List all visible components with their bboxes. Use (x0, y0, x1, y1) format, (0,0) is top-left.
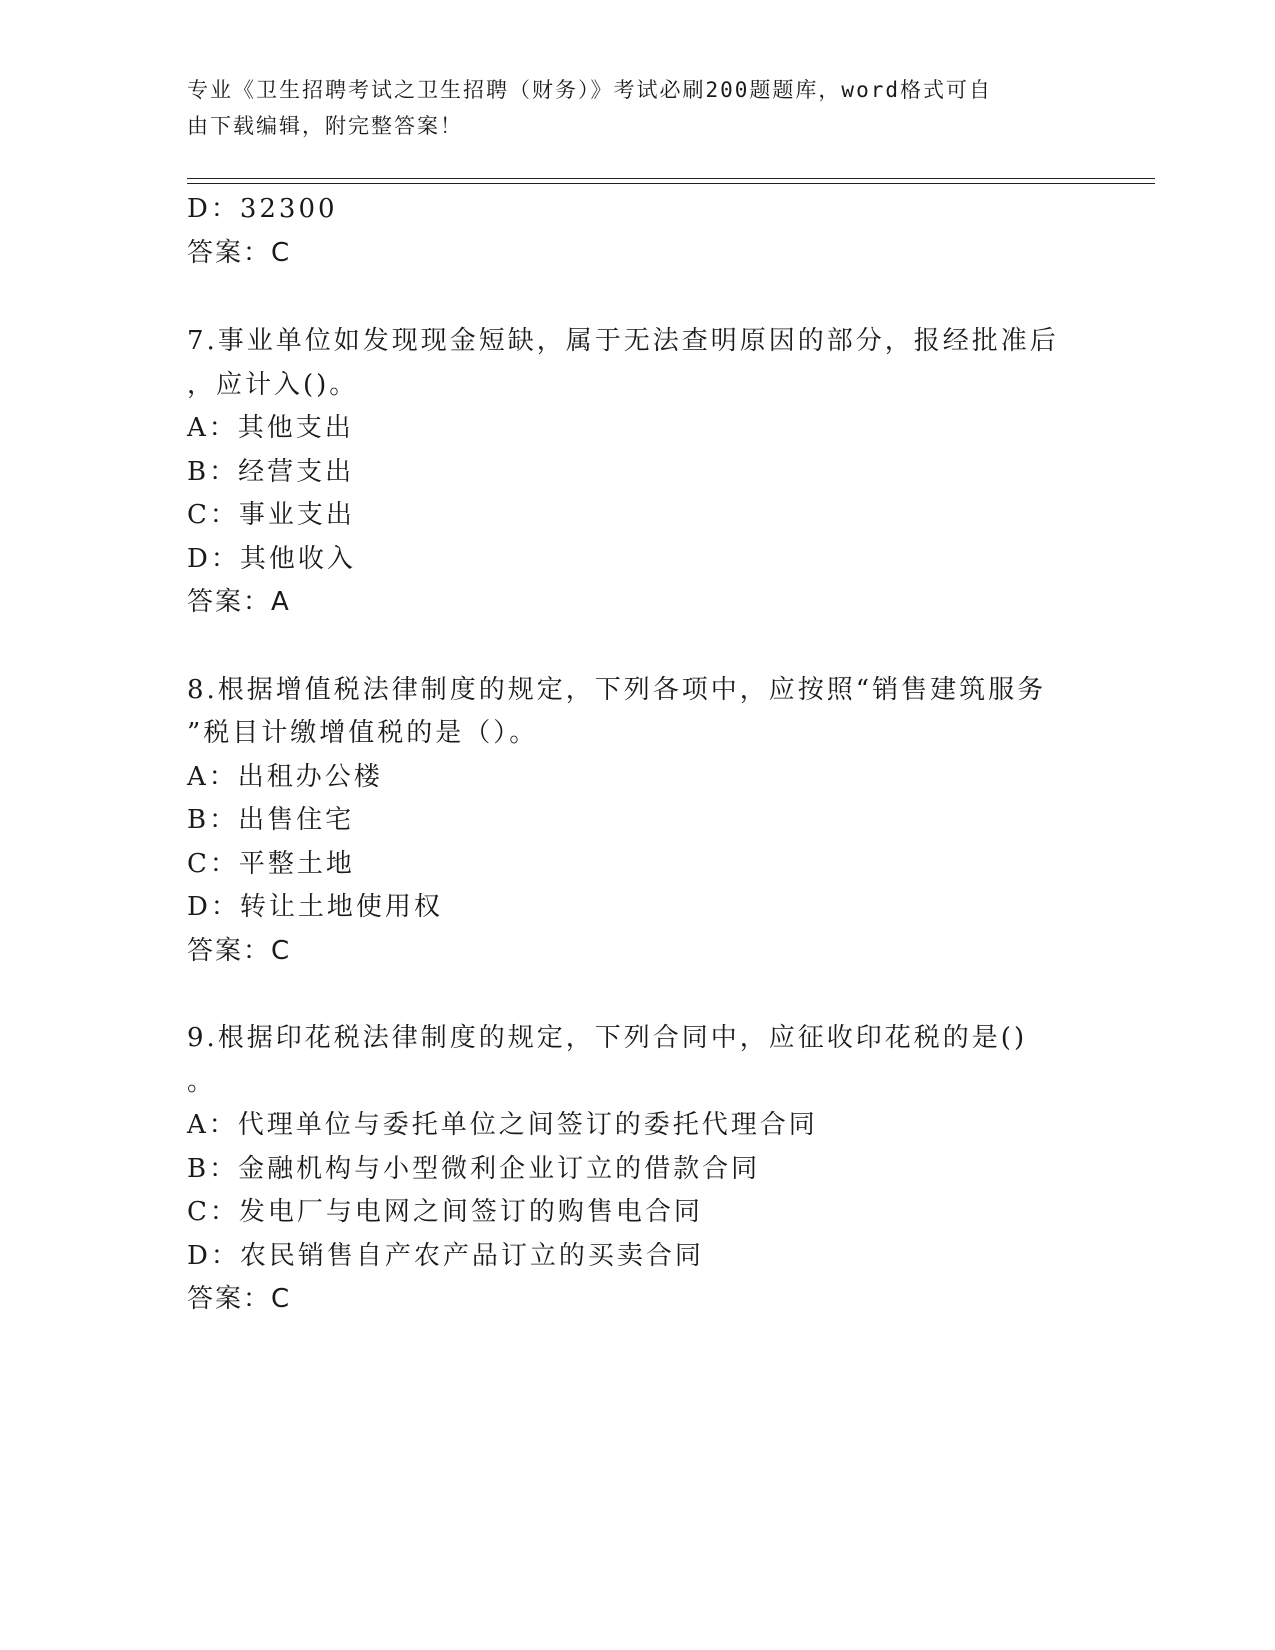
q9-stem-line-1: 9.根据印花税法律制度的规定，下列合同中，应征收印花税的是() (187, 1023, 1028, 1053)
q9-option-c: C：发电厂与电网之间签订的购售电合同 (187, 1197, 703, 1227)
document-header (187, 72, 1067, 144)
q9-stem-line-2: 。 (187, 1067, 217, 1097)
q8-answer: 答案：C (187, 936, 292, 966)
q9-option-b: B：金融机构与小型微利企业订立的借款合同 (187, 1154, 761, 1184)
q9-option-a: A：代理单位与委托单位之间签订的委托代理合同 (187, 1110, 818, 1140)
q8-option-b: B：出售住宅 (187, 805, 355, 835)
q7-option-a: A：其他支出 (187, 413, 354, 443)
q7-option-c: C：事业支出 (187, 500, 355, 530)
q7-option-d: D：其他收入 (187, 544, 356, 574)
q8-stem-line-1: 8.根据增值税法律制度的规定，下列各项中，应按照“销售建筑服务 (187, 675, 1047, 705)
q7-answer: 答案：A (187, 587, 291, 617)
q9-option-d: D：农民销售自产农产品订立的买卖合同 (187, 1241, 704, 1271)
q8-stem-line-2: ”税目计缴增值税的是（）。 (187, 718, 539, 748)
q7-stem-line-1: 7.事业单位如发现现金短缺，属于无法查明原因的部分，报经批准后 (187, 326, 1059, 356)
header-line-2: 由下载编辑，附完整答案！ (187, 114, 463, 138)
prev-answer: 答案：C (187, 238, 292, 268)
prev-option-d: D：32300 (187, 194, 338, 224)
q7-stem-line-2: ，应计入()。 (187, 370, 359, 400)
q8-option-c: C：平整土地 (187, 849, 355, 879)
header-line-1: 专业《卫生招聘考试之卫生招聘（财务）》考试必刷200题题库，word格式可自 (187, 78, 992, 102)
header-divider-top (187, 178, 1155, 179)
q8-option-d: D：转让土地使用权 (187, 892, 443, 922)
q8-option-a: A：出租办公楼 (187, 762, 383, 792)
q9-answer: 答案：C (187, 1284, 292, 1314)
header-divider-bottom (187, 183, 1155, 184)
q7-option-b: B：经营支出 (187, 457, 355, 487)
